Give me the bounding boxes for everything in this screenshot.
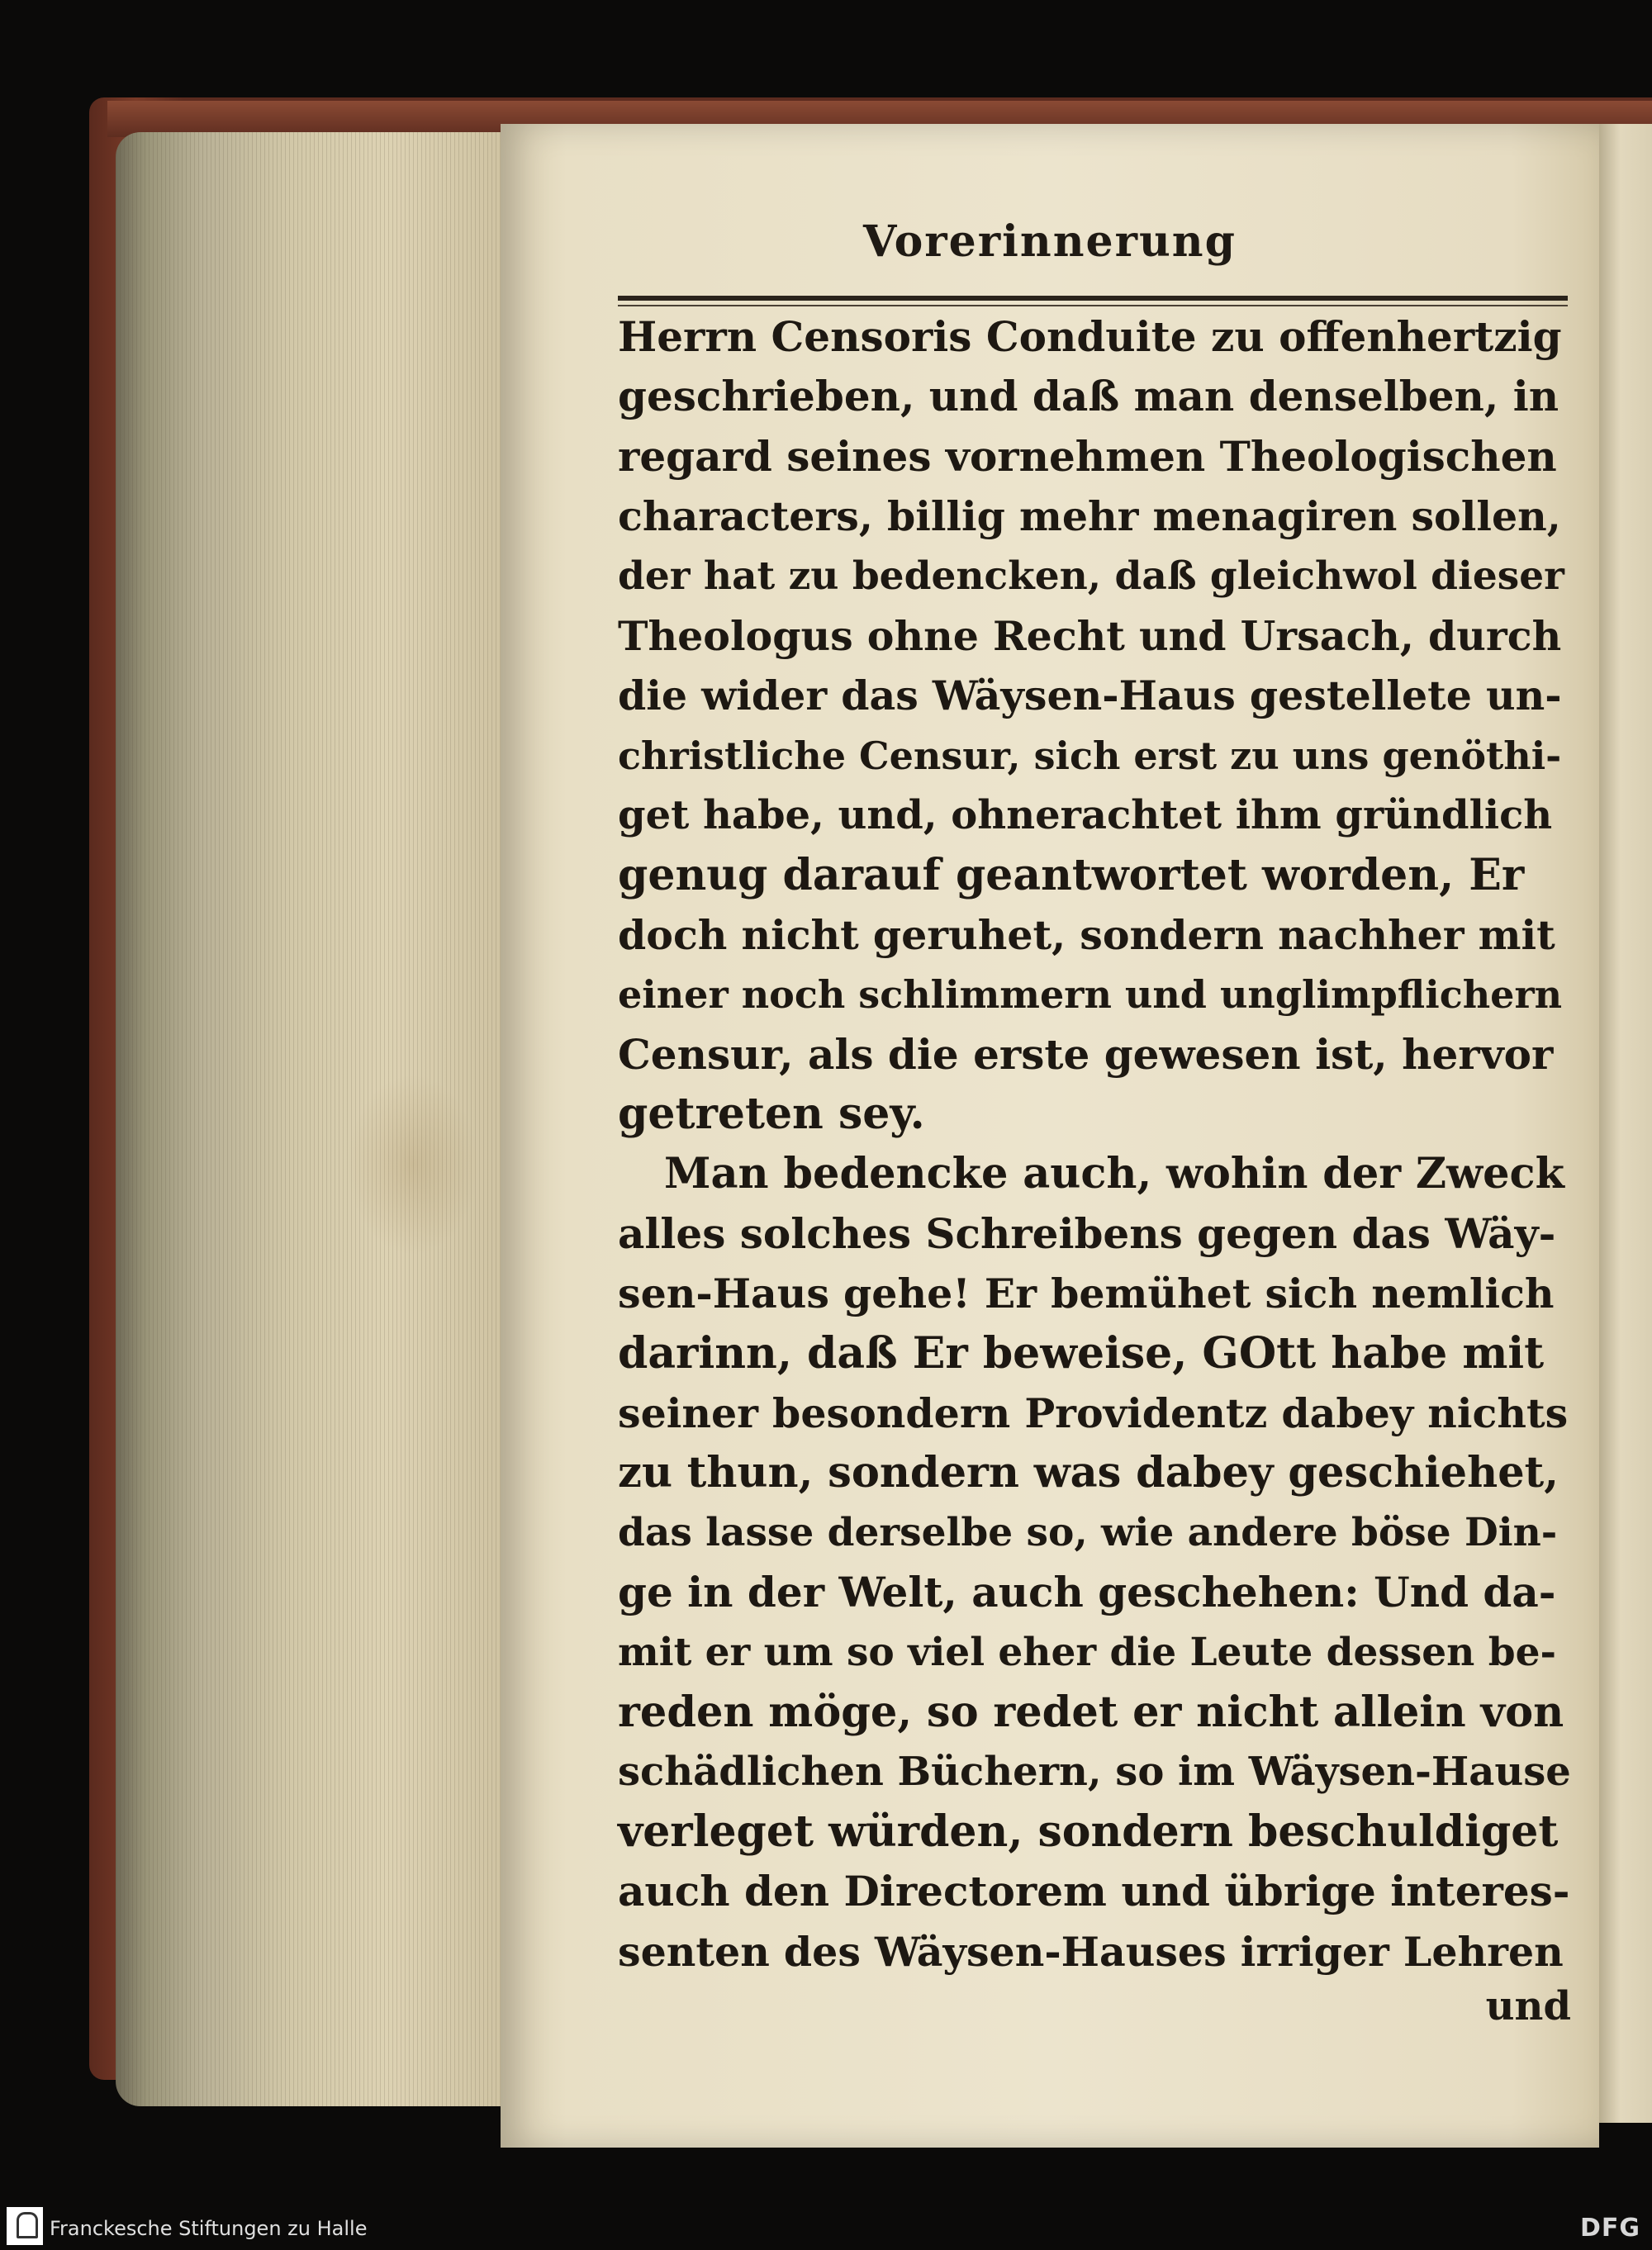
- text-line: [618, 606, 1571, 666]
- text-line: [618, 427, 1571, 487]
- text-line: [618, 307, 1571, 367]
- text-line-content: geschrieben, und daß man denselben, in: [618, 372, 1559, 421]
- facing-page-edge: [1599, 124, 1652, 2123]
- text-line: [618, 487, 1571, 546]
- text-line: [618, 1025, 1571, 1085]
- text-line-content: Man bedencke auch, wohin der Zweck: [664, 1149, 1564, 1199]
- text-line-content: regard seines vornehmen Theologischen: [618, 431, 1557, 481]
- text-line: [618, 1204, 1571, 1264]
- text-line-content: verleget würden, sondern beschuldiget: [618, 1806, 1559, 1857]
- institution-logo-icon: [7, 2207, 43, 2245]
- text-line-content: christliche Censur, sich erst zu uns genöthi-: [618, 733, 1562, 778]
- text-line-content: seiner besondern Providentz dabey nichts: [618, 1389, 1569, 1438]
- text-line: [618, 1384, 1571, 1443]
- head-rule: [618, 296, 1568, 301]
- text-line: [618, 1324, 1571, 1384]
- text-line-content: das lasse derselbe so, wie andere böse Din-: [618, 1509, 1558, 1555]
- text-line-content: ge in der Welt, auch geschehen: Und da-: [618, 1568, 1556, 1617]
- text-line-content: der hat zu bedencken, daß gleichwol dieser: [618, 553, 1564, 599]
- text-line-content: senten des Wäysen-Hauses irriger Lehren: [618, 1927, 1564, 1976]
- text-line: [618, 1922, 1571, 1982]
- head-rule-thin: [618, 305, 1568, 306]
- text-line-content: schädlichen Büchern, so im Wäysen-Hause: [618, 1749, 1571, 1796]
- text-line-content: Censur, als die erste gewesen ist, hervor: [618, 1029, 1554, 1079]
- text-line: [618, 547, 1571, 606]
- text-line-content: die wider das Wäysen-Haus gestellete un-: [618, 672, 1562, 720]
- text-line: [618, 905, 1571, 965]
- text-line-content: reden möge, so redet er nicht allein von: [618, 1687, 1564, 1737]
- footer-institution: Franckesche Stiftungen zu Halle: [50, 2217, 368, 2240]
- text-line: [618, 846, 1571, 905]
- text-line: [618, 726, 1571, 786]
- text-line: [618, 1264, 1571, 1323]
- text-line-content: doch nicht geruhet, sondern nachher mit: [618, 910, 1555, 959]
- text-line-content: Theologus ohne Recht und Ursach, durch: [618, 611, 1562, 660]
- fore-edge-stain: [347, 1074, 479, 1256]
- paragraph-start-line: [618, 1144, 1571, 1203]
- text-line: [618, 367, 1571, 426]
- text-line: [618, 786, 1571, 845]
- text-line-content: alles solches Schreibens gegen das Wäy-: [618, 1208, 1556, 1258]
- text-line: [618, 1862, 1571, 1921]
- text-line: [618, 1683, 1571, 1742]
- text-line-content: Herrn Censoris Conduite zu offenhertzig: [618, 312, 1562, 361]
- text-line: [618, 666, 1571, 725]
- text-line-content: einer noch schlimmern und unglimpflichern: [618, 972, 1563, 1018]
- text-line: [618, 965, 1571, 1024]
- text-line: [618, 1563, 1571, 1622]
- text-line-content: darinn, daß Er beweise, GOtt habe mit: [618, 1327, 1545, 1379]
- text-line-content: auch den Directorem und übrige interes-: [618, 1867, 1570, 1916]
- text-line: [618, 1443, 1571, 1502]
- text-line-content: genug darauf geantwortet worden, Er: [618, 849, 1525, 900]
- dfg-logo: DFG: [1579, 2214, 1640, 2243]
- text-line-content: zu thun, sondern was dabey geschiehet,: [618, 1448, 1559, 1498]
- text-line: [618, 1742, 1571, 1801]
- text-line: [618, 1623, 1571, 1683]
- paragraph-end-line: [618, 1085, 1571, 1144]
- text-line-content: mit er um so viel eher die Leute dessen be-: [618, 1629, 1556, 1675]
- text-line-content: get habe, und, ohnerachtet ihm gründlich: [618, 792, 1553, 839]
- catchword: und: [1485, 1982, 1571, 2029]
- running-head: Vorerinnerung: [863, 216, 1237, 267]
- text-line-content: getreten sey.: [618, 1089, 925, 1140]
- text-line: [618, 1802, 1571, 1862]
- body-text: [618, 307, 1571, 2031]
- text-line: [618, 1503, 1571, 1563]
- text-line-content: sen-Haus gehe! Er bemühet sich nemlich: [618, 1270, 1555, 1318]
- text-line-content: characters, billig mehr menagiren sollen,: [618, 492, 1561, 541]
